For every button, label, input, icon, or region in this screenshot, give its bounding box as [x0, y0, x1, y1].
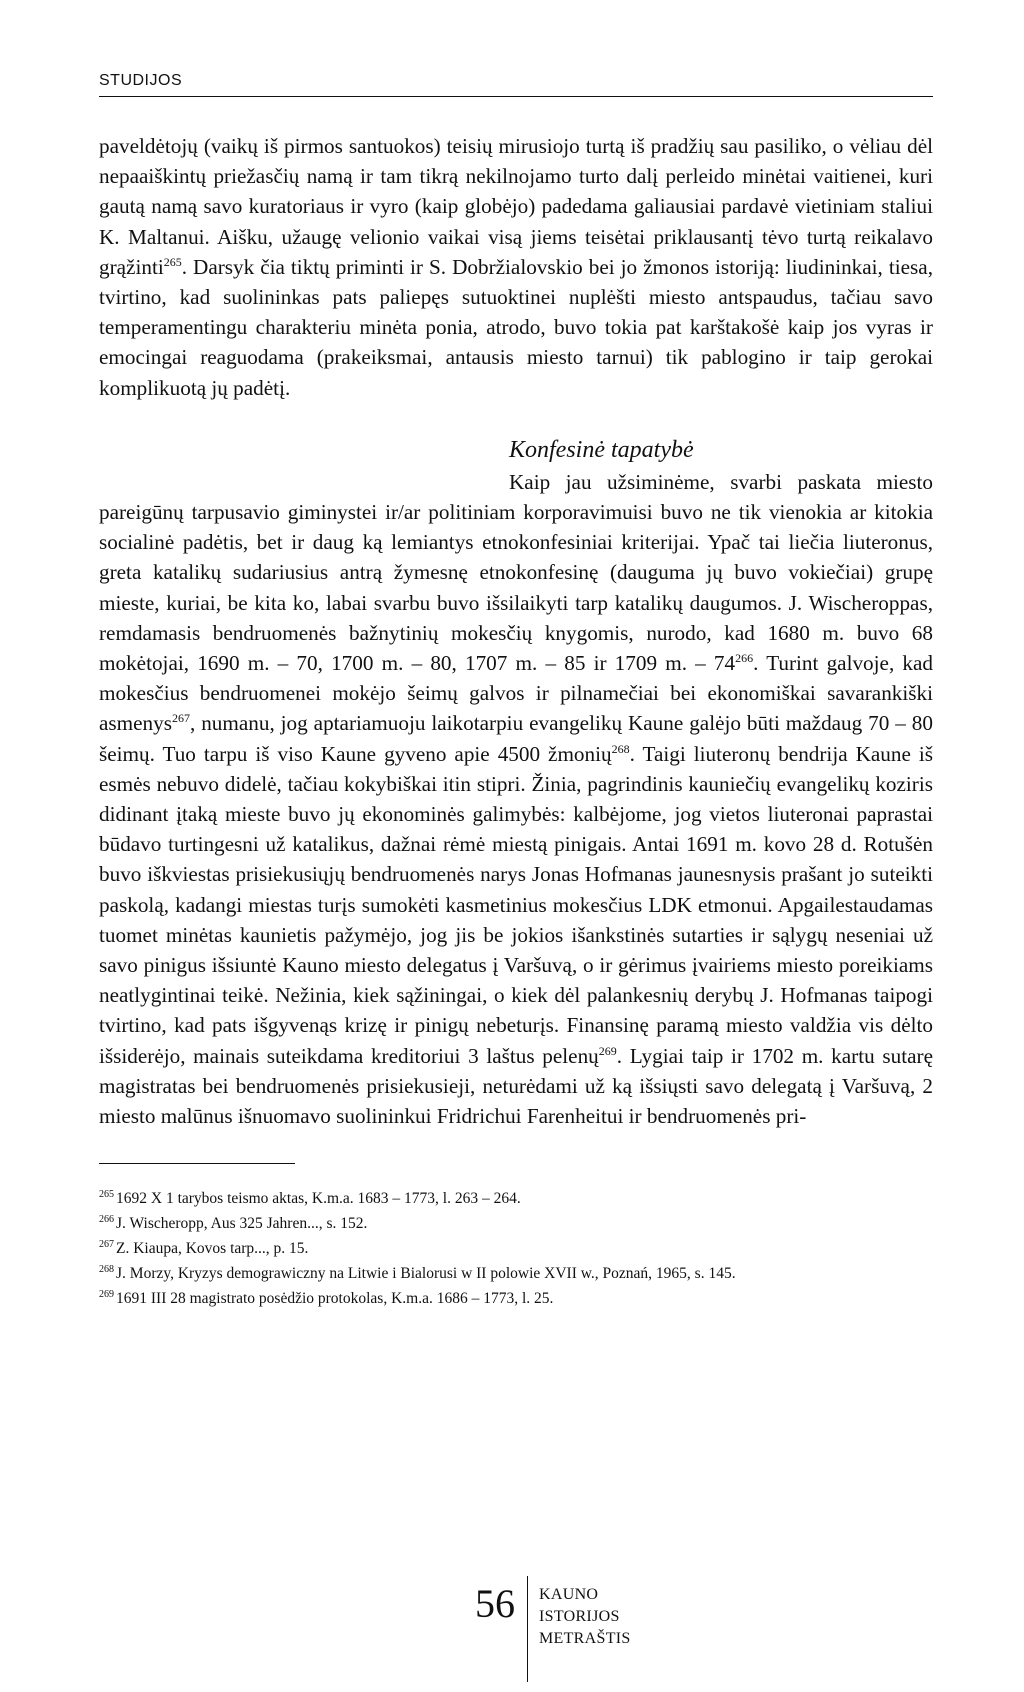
paragraph-2-text-c: , numanu, jog aptariamuoju laikotarpiu evangelikų Kaune galėjo būti maždaug 70 – 80 šeimų. Tuo tarpu iš viso Kaune gyveno apie 4500 žmonių — [99, 711, 933, 766]
footnote-265 — [99, 1186, 933, 1211]
header-rule — [99, 96, 933, 97]
paragraph-2-text-e: . Lygiai taip ir 1702 m. kartu sutarę magistratas bei bendruomenės prisiekusieji, neturėdami už ką išsiųsti savo delegatą į Varšuvą, 2 miesto malūnus išnuomavo suolininkui Fridrichui Farenheitui ir bendruomenės pri- — [99, 1043, 933, 1129]
footnote-266 — [99, 1211, 933, 1236]
footnote-number: 268 — [99, 1264, 114, 1276]
footnote-text: 1691 III 28 magistrato posėdžio protokolas, K.m.a. 1686 – 1773, l. 25. — [116, 1290, 554, 1308]
folio-divider — [527, 1576, 528, 1682]
footnote-ref-266[interactable]: 266 — [735, 650, 754, 665]
footnote-269 — [99, 1286, 933, 1311]
footnote-ref-269[interactable]: 269 — [598, 1043, 617, 1058]
page-number: 56 — [475, 1581, 515, 1626]
footnotes — [99, 1186, 933, 1311]
paragraph-1-continuation: . Darsyk čia tiktų priminti ir S. Dobržialovskio bei jo žmonos istoriją: liudininkai, tiesa, tvirtino, kad suolininkas pats paliepęs sutuoktinei nuplėšti miesto antspaudus, tačiau savo temperamentingu charakteriu minėta ponia, atrodo, buvo tokia pat karštakošė kaip jos vyras ir emocingai reaguodama (prakeiksmai, antausis miesto tarnui) tik pablogino ir taip gerokai komplikuotą jų padėtį. — [99, 254, 933, 400]
paragraph-2-text-b: . Turint galvoje, kad mokesčius bendruomenei mokėjo šeimų galvos ir pilnamečiai bei ekonomiškai savarankiški asmenys — [99, 651, 933, 736]
journal-title-line-3: METRAŠTIS — [539, 1630, 631, 1647]
paragraph-2-text-d: . Taigi liuteronų bendrija Kaune iš esmės nebuvo didelė, tačiau kokybiškai itin stipri. Žinia, pagrindinis kauniečių evangelikų koziris didinant įtaką mieste buvo jų ekonominės galimybės: kalbėjome, jog vietos liuteronai paprastai būdavo turtingesni už katalikus, dažnai rėmė miestą pinigais. Antai 1691 m. kovo 28 d. Rotušėn buvo iškviestas prisiekusiųjų bendruomenės narys Jonas Hofmanas jaunesnysis prašant jo suteikti paskolą, kadangi miestas turįs sumokėti kasmetinius mokesčius LDK etmonui. Apgailestaudamas tuomet minėtas kaunietis pažymėjo, jog jis be jokios išankstinės sutarties ir sąlygų neseniai už savo pinigus išsiuntė Kauno miesto delegatus į Varšuvą, o ir gėrimus įvairiems miesto poreikiams neatlygintinai teikė. Nežinia, kiek sąžiningai, o kiek dėl palankesnių derybų J. Hofmanas taipogi tvirtino, kad pats išgyvenąs krizę ir pinigų nebeturįs. Finansinę paramą miesto valdžia vis dėlto išsiderėjo, mainais suteikdama kreditoriui 3 laštus pelenų — [99, 741, 933, 1068]
footnote-268 — [99, 1261, 933, 1286]
footnote-number: 266 — [99, 1214, 114, 1226]
section-heading: Konfesinė tapatybė — [509, 436, 694, 463]
footnote-ref-268[interactable]: 268 — [611, 741, 630, 756]
journal-title-line-1: KAUNO — [539, 1586, 599, 1603]
journal-title-line-2: ISTORIJOS — [539, 1608, 620, 1625]
footnote-text: Z. Kiaupa, Kovos tarp..., p. 15. — [116, 1240, 309, 1258]
footnote-number: 269 — [99, 1289, 114, 1301]
paragraph-2-text-a: Kaip jau užsiminėme, svarbi paskata miesto pareigūnų tarpusavio giminystei ir/ar politiniam korporavimuisi buvo ne tik vienokia ar kitokia socialinė padėtis, bet ir daug ką lemiantys etnokonfesiniai kriterijai. Ypač tai liečia liuteronus, greta katalikų sudariusius antrą žymesnę etnokonfesinę (dauguma jų buvo vokiečiai) grupę mieste, kuriai, be kita ko, labai svarbu buvo išsilaikyti tarp katalikų daugumos. J. Wischeroppas, remdamasis bendruomenės bažnytinių mokesčių knygomis, nurodo, kad 1680 m. buvo 68 mokėtojai, 1690 m. – 70, 1700 m. – 80, 1707 m. – 85 ir 1709 m. – 74 — [99, 469, 933, 676]
page — [99, 70, 933, 1311]
footnote-ref-267[interactable]: 267 — [171, 711, 190, 726]
body-text — [99, 131, 933, 1131]
paragraph-2 — [99, 467, 933, 1131]
running-head: STUDIJOS — [99, 72, 183, 89]
footnote-text: J. Wischeropp, Aus 325 Jahren..., s. 152. — [116, 1215, 368, 1233]
footnote-267 — [99, 1236, 933, 1261]
paragraph-1-text: paveldėtojų (vaikų iš pirmos santuokos) teisių mirusiojo turtą iš pradžių sau pasiliko, o vėliau dėl nepaaiškintų priežasčių namą ir tam tikrą nekilnojamo turto dalį perleido minėtai vaitienei, kuri gautą namą savo kuratoriaus ir vyro (kaip globėjo) padedama galiausiai pardavė vietiniam staliui K. Maltanui. Aišku, užaugę velionio vaikai visą jiems teisėtai priklausantį tėvo turtą reikalavo grąžinti — [99, 134, 933, 279]
journal-title — [539, 1584, 631, 1650]
footnote-text: 1692 X 1 tarybos teismo aktas, K.m.a. 1683 – 1773, l. 263 – 264. — [116, 1190, 521, 1208]
folio — [455, 1576, 675, 1682]
footnote-text: J. Morzy, Kryzys demograwiczny na Litwie i Bialorusi w II polowie XVII w., Poznań, 1965, s. 145. — [116, 1265, 736, 1283]
paragraph-1 — [99, 131, 933, 403]
footnote-number: 265 — [99, 1189, 114, 1201]
footnote-ref-265[interactable]: 265 — [163, 254, 182, 269]
footnote-number: 267 — [99, 1239, 114, 1251]
footnote-rule — [99, 1163, 295, 1164]
